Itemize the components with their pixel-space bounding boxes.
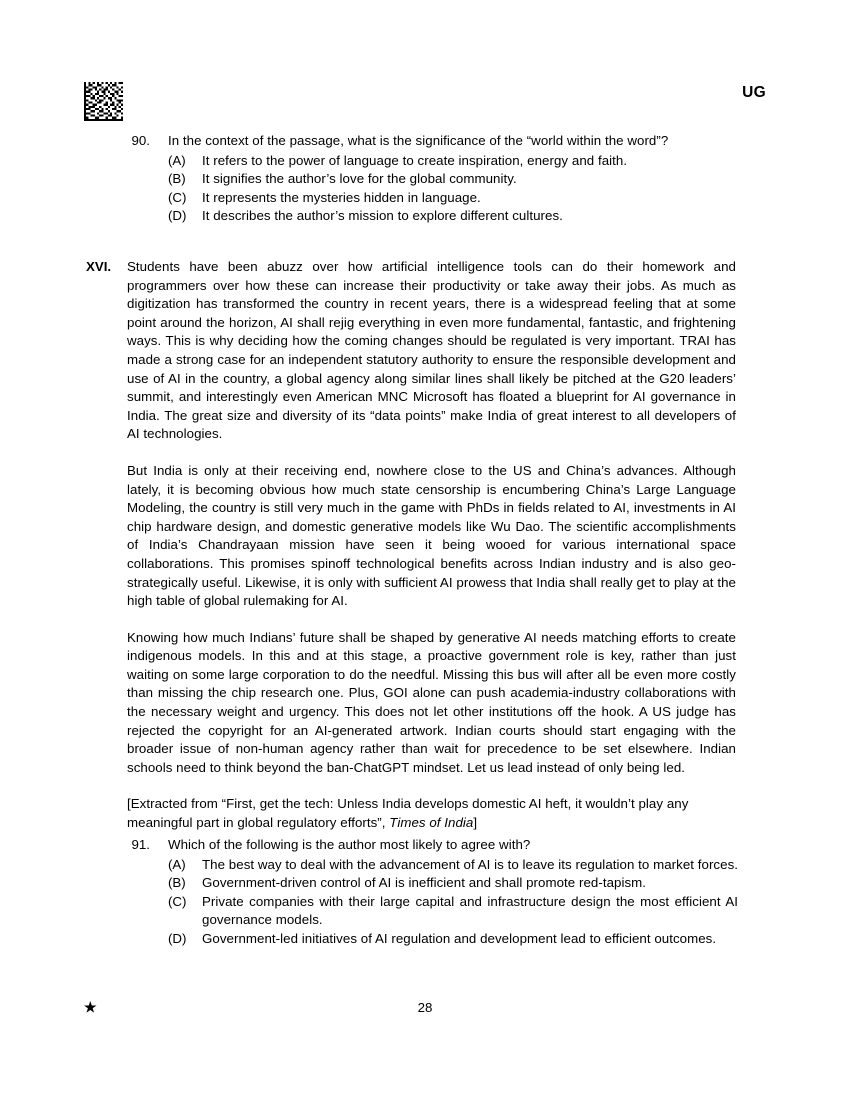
question-text: Which of the following is the author most likely to agree with? (168, 837, 531, 852)
option-text: It signifies the author’s love for the global community. (202, 171, 517, 187)
passage-body (127, 258, 736, 833)
option-label: (A) (168, 856, 186, 872)
passage-block (86, 258, 736, 833)
option-label: (D) (168, 208, 187, 224)
page-footer (0, 998, 850, 1028)
option-list (168, 152, 738, 226)
option-list (168, 856, 738, 949)
option-text: It represents the mysteries hidden in language. (202, 189, 481, 205)
option-text: Private companies with their large capital and infrastructure design the most efficient AI governance models. (202, 893, 738, 928)
question-heading-row (118, 132, 738, 151)
question-block-90 (118, 132, 738, 226)
passage-head (86, 258, 736, 833)
passage-paragraph: But India is only at their receiving end, nowhere close to the US and China’s advances. Although lately, it is becoming obvious how much state censorship is encumbering China’s Large Language Modeling, the country is still very much in the game with PhDs in fields related to AI, investments in AI chip hardware design, and domestic generative models like Wu Dao. The scientific accomplishments of India’s Chandrayaan mission have seen it being wooed for various international space collaborations. This promises spinoff technological benefits across Indian industry and is also geo-strategically useful. Likewise, it is only with sufficient AI prowess that India shall really get to play at the high table of global rulemaking for AI. (127, 462, 736, 609)
source-suffix: ] (473, 815, 478, 831)
option-text: It refers to the power of language to create inspiration, energy and faith. (202, 152, 628, 168)
option-label: (C) (168, 189, 187, 205)
page-header (0, 0, 850, 130)
option-item[interactable] (168, 152, 738, 171)
footer-star-marker: ★ (84, 999, 97, 1015)
option-item[interactable] (168, 874, 738, 893)
question-number: 91. (131, 837, 150, 852)
option-label: (B) (168, 171, 186, 187)
passage-paragraph: Students have been abuzz over how artificial intelligence tools can do their homework and programmers over how these can increase their productivity or take away their jobs. As much as digitization has transformed the country in recent years, there is a widespread feeling that at some point around the horizon, AI shall rejig everything in even more fundamental, fantastic, and frightening ways. This is why deciding how the coming changes should be regulated is very important. TRAI has made a strong case for an independent statutory authority to ensure the responsible development and use of AI in the country, a global agency along similar lines shall likely be pitched at the G20 leaders’ summit, and interestingly even American MNC Microsoft has floated a blueprint for AI governance in India. The great size and diversity of its “data points” make India of great interest to all developers of AI technologies. (127, 259, 736, 442)
option-text: The best way to deal with the advancement of AI is to leave its regulation to market forces. (202, 856, 739, 872)
passage-paragraph: Knowing how much Indians’ future shall be shaped by generative AI needs matching efforts to create indigenous models. In this and at this stage, a proactive government role is key, rather than just waiting on some large corporation to do the needful. Missing this bus will after all be even more costly than missing the chip research one. Plus, GOI alone can push academia-industry collaborations with the necessary weight and urgency. This does not let other institutions off the hook. A US judge has rejected the copyright for an AI-generated artwork. Indian courts should start engaging with the broader issue of non-human agency rather than wait for precedence to be set elsewhere. Indian schools need to think beyond the ban-ChatGPT mindset. Let us lead instead of only being led. (127, 629, 736, 775)
question-block-91 (118, 836, 738, 949)
option-label: (D) (168, 930, 187, 946)
option-item[interactable] (168, 189, 738, 208)
option-item[interactable] (168, 207, 738, 226)
option-item[interactable] (168, 170, 738, 189)
option-item[interactable] (168, 930, 738, 949)
option-item[interactable] (168, 856, 738, 875)
passage-source-line (127, 795, 736, 832)
option-text: It describes the author’s mission to explore different cultures. (202, 208, 563, 224)
source-publication: Times of India (389, 815, 474, 831)
option-text: Government-led initiatives of AI regulation and development lead to efficient outcomes. (202, 930, 717, 946)
question-heading-row (118, 836, 738, 855)
datamatrix-barcode-icon (84, 82, 123, 121)
question-text: In the context of the passage, what is the significance of the “world within the word”? (168, 133, 669, 148)
paper-code-label: UG (742, 84, 766, 101)
page-number: 28 (417, 1000, 433, 1015)
passage-numeral: XVI. (86, 259, 112, 274)
option-label: (A) (168, 152, 186, 168)
option-label: (C) (168, 893, 187, 909)
question-number: 90. (131, 133, 150, 148)
source-prefix: [Extracted from “First, get the tech: Unless India develops domestic AI heft, it wouldn’t play any meaningful part in global regulatory efforts”, (127, 796, 689, 831)
option-item[interactable] (168, 893, 738, 930)
option-text: Government-driven control of AI is inefficient and shall promote red-tapism. (202, 875, 647, 891)
option-label: (B) (168, 875, 186, 891)
